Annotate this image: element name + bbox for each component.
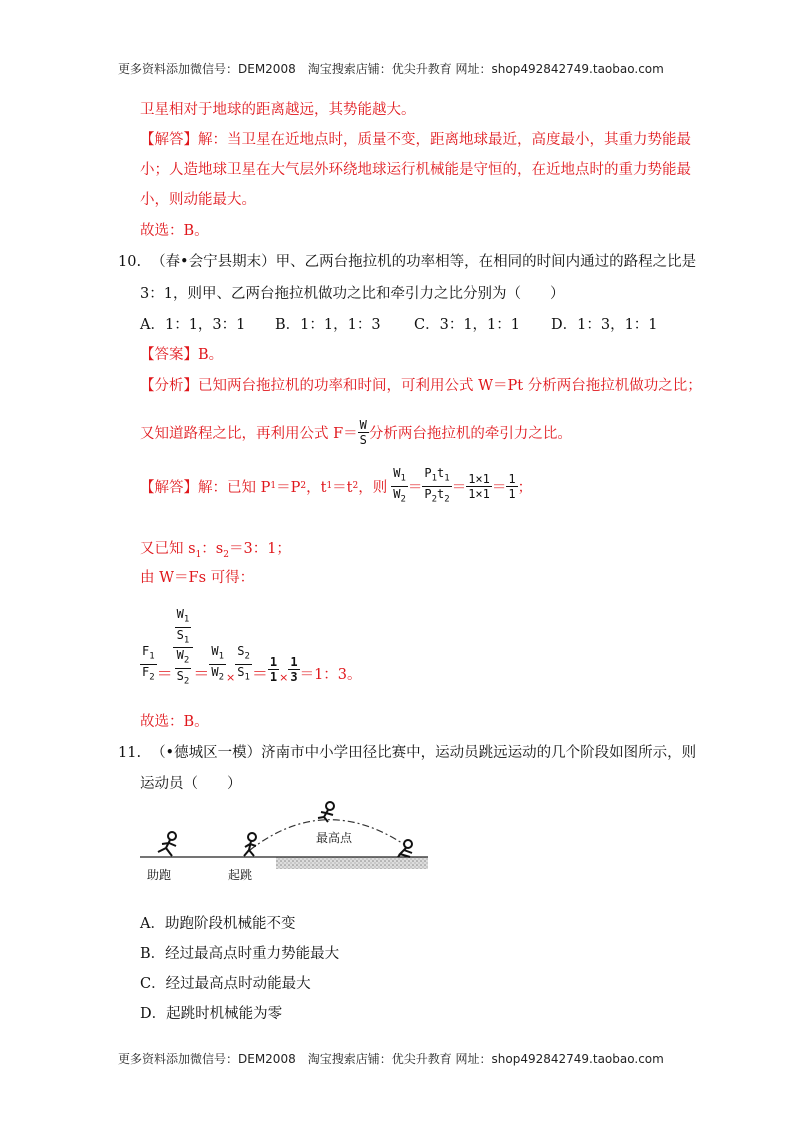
s: 1	[431, 473, 438, 484]
S: S	[176, 627, 184, 642]
frac-pt	[422, 466, 451, 506]
S: S	[237, 644, 245, 659]
eq-sign: ＝	[451, 479, 467, 496]
d: 1×1	[468, 486, 490, 501]
s: 1	[218, 651, 224, 662]
sub-2b: 2	[352, 481, 359, 491]
q11-option-b: B．经过最高点时重力势能最大	[140, 946, 340, 962]
p: P	[424, 466, 432, 481]
q10-number: 10.	[118, 254, 142, 270]
n: 1	[269, 655, 278, 669]
long-jump-figure	[140, 800, 430, 885]
q10-stem-line1	[118, 250, 696, 271]
prev-answer-line1	[140, 128, 691, 149]
q10-from-wfs: 由 W＝Fs 可得：	[140, 570, 255, 586]
landing-figure	[398, 840, 412, 857]
frac-s2-s1	[235, 644, 252, 684]
sol-text-d: ＝t	[332, 479, 353, 496]
runner-figure	[158, 832, 176, 856]
inner-w2-s2	[175, 648, 192, 688]
label-jump: 起跳	[228, 868, 253, 882]
q10-analysis-line2	[140, 408, 572, 456]
prev-answer-line2: 小；人造地球卫星在大气层外环绕地球运行机械能是守恒的，在近地点时的重力势能最	[140, 162, 691, 178]
s: 2	[400, 493, 406, 504]
f: F	[142, 664, 150, 679]
q11-stem-line1	[118, 741, 696, 762]
sol-text-e: ，则	[358, 479, 388, 496]
eq-sign: ＝	[491, 479, 507, 496]
q10-analysis-line1: 【分析】已知两台拖拉机的功率和时间，可利用公式 W＝Pt 分析两台拖拉机做功之比；	[140, 378, 702, 394]
label-run: 助跑	[147, 868, 172, 882]
frac-num: W	[359, 417, 367, 432]
q11-option-a: A．助跑阶段机械能不变	[140, 916, 296, 932]
t3: ＝3：1；	[228, 541, 291, 557]
s: 1	[400, 473, 406, 484]
f: F	[142, 644, 150, 659]
s: 1	[183, 614, 190, 625]
sub-2: 2	[300, 481, 307, 491]
q11-option-c: C．经过最高点时动能最大	[140, 976, 311, 992]
eq-sign: ＝	[156, 664, 173, 683]
frac-compound	[173, 607, 194, 688]
frac-1-1	[506, 472, 517, 501]
eq-sign: ＝	[251, 664, 268, 683]
q11-stem: （•德城区一模）济南市中小学田径比赛中，运动员跳远运动的几个阶段如图所示，则	[151, 745, 697, 761]
s: 2	[149, 672, 155, 682]
result: ＝1：3。	[299, 667, 362, 683]
eq-sign: ＝	[193, 664, 210, 683]
prev-choose: 故选：B。	[140, 223, 209, 239]
s: 1	[149, 651, 155, 662]
formula-w-over-s	[358, 418, 369, 447]
s: 1	[183, 635, 190, 646]
sub-1: 1	[270, 481, 277, 491]
frac-one-three	[288, 655, 299, 684]
frac-w1-w2b	[209, 644, 226, 684]
s: 2	[218, 672, 224, 682]
s: 1	[444, 473, 450, 484]
label-top: 最高点	[316, 831, 353, 845]
semicolon: ；	[517, 479, 533, 496]
frac-one-one	[268, 655, 279, 684]
peak-figure	[318, 802, 334, 822]
eq-sign: ＝	[407, 479, 423, 496]
analysis-text-b: 分析两台拖拉机的牵引力之比。	[368, 425, 572, 442]
d: 3	[290, 670, 298, 684]
d: 1	[269, 670, 278, 684]
page-header: 更多资料添加微信号：DEM2008 淘宝搜索店铺：优尖升教育 网址：shop492842749.taobao.com	[118, 62, 664, 76]
s: 2	[183, 676, 190, 686]
w: W	[393, 466, 401, 481]
sol-text-c: ，t	[306, 479, 327, 496]
sol-text-b: ＝P	[276, 479, 301, 496]
n: 1×1	[468, 471, 490, 486]
n: 1	[290, 655, 298, 669]
d: 1	[508, 486, 516, 501]
t1: 又已知 s	[140, 541, 196, 557]
q11-number: 11.	[118, 745, 142, 761]
t: t	[437, 466, 445, 481]
sand-pit	[276, 857, 428, 869]
t2: ：s	[201, 541, 224, 557]
s1: 1	[195, 549, 202, 560]
sol-text-a: 【解答】解：已知 P	[140, 479, 271, 496]
q10-force-ratio-formula	[140, 592, 362, 688]
frac-w1-w2	[391, 466, 408, 506]
q10-solution-line	[140, 458, 532, 514]
q10-option-b: B．1：1，1：3	[275, 317, 381, 333]
q10-stem-line2: 3：1，则甲、乙两台拖拉机做功之比和牵引力之比分别为（ ）	[140, 286, 565, 302]
s: 2	[183, 655, 190, 666]
q11-stem-line2: 运动员（ ）	[140, 776, 242, 792]
w: W	[211, 644, 219, 659]
prev-answer-line3: 小，则动能最大。	[140, 192, 256, 208]
w: W	[176, 607, 184, 622]
inner-w1-s1	[175, 607, 192, 647]
times-sign: ×	[226, 671, 236, 684]
w: W	[211, 664, 219, 679]
p: P	[424, 486, 432, 501]
s: 2	[244, 651, 250, 662]
s2: 2	[223, 549, 229, 560]
s: 2	[444, 493, 450, 504]
q10-choose: 故选：B。	[140, 714, 209, 730]
s: 1	[244, 672, 250, 682]
s: 2	[431, 493, 438, 504]
q10-stem: （春•会宁县期末）甲、乙两台拖拉机的功率相等，在相同的时间内通过的路程之比是	[151, 254, 697, 270]
frac-1x1	[466, 472, 492, 501]
q10-option-c: C．3：1，1：1	[414, 317, 520, 333]
q10-option-a: A．1：1，3：1	[140, 317, 246, 333]
takeoff-figure	[244, 833, 256, 856]
analysis-text-a: 又知道路程之比，再利用公式 F＝	[140, 425, 358, 442]
answer-tag: 【解答】	[140, 132, 198, 148]
S: S	[237, 664, 245, 679]
sub-1b: 1	[326, 481, 333, 491]
t: t	[437, 486, 445, 501]
times-sign: ×	[279, 671, 289, 684]
q10-option-d: D．1：3，1：1	[551, 317, 658, 333]
frac-den: S	[359, 432, 367, 447]
answer-text: 解：当卫星在近地点时，质量不变，距离地球最近，高度最小，其重力势能最	[198, 132, 691, 148]
prev-line: 卫星相对于地球的距离越远，其势能越大。	[140, 102, 416, 118]
q11-option-d: D．起跳时机械能为零	[140, 1006, 283, 1022]
n: 1	[508, 471, 516, 486]
w: W	[176, 648, 184, 663]
q10-answer: 【答案】B。	[140, 347, 224, 363]
page-footer: 更多资料添加微信号：DEM2008 淘宝搜索店铺：优尖升教育 网址：shop492842749.taobao.com	[118, 1052, 664, 1066]
q10-known-s	[140, 537, 291, 560]
frac-f1-f2	[140, 644, 157, 684]
S: S	[176, 668, 184, 683]
w: W	[393, 486, 401, 501]
